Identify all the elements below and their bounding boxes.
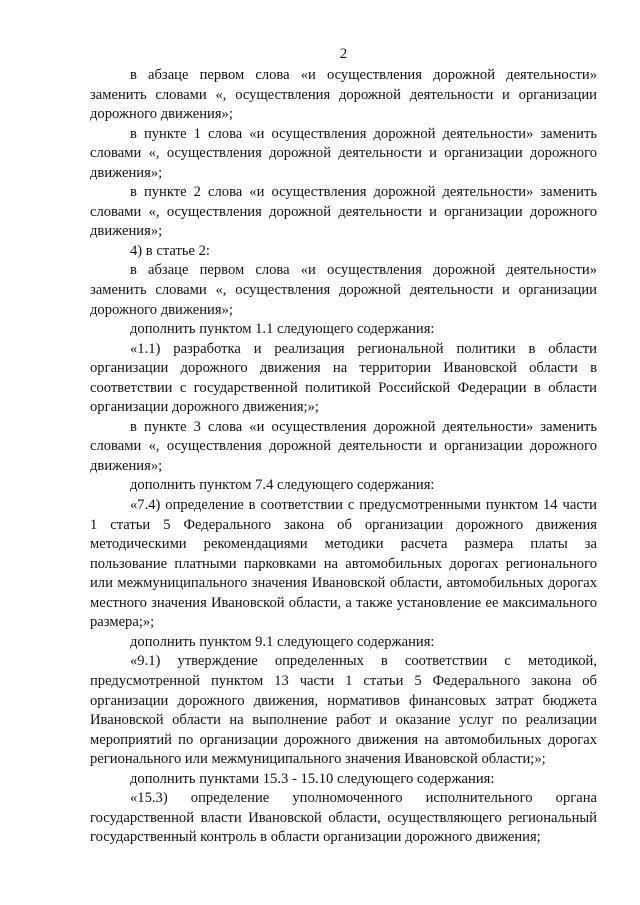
document-body [90,66,597,848]
paragraph-12: «9.1) утверждение определенных в соответствии с методикой, предусмотренной пунктом 13 части 1 статьи 5 Федерального закона об организации дорожного движения, нормативов финансовых затрат бюджета Ивановской области на выполнение работ и оказание услуг по реализации мероприятий по организации дорожного движения на автомобильных дорогах регионального или межмуниципального значения Ивановской области;»; [90,653,597,768]
paragraph-4: 4) в статье 2: [130,242,210,259]
paragraph-1: в абзаце первом слова «и осуществления дорожной деятельности» заменить словами «, осуществления дорожной деятельности и организации дорожного движения»; [90,67,597,123]
paragraph-7: «1.1) разработка и реализация региональной политики в области организации дорожного движения на территории Ивановской области в соответствии с государственной политикой Российской Федерации в области организации дорожного движения;»; [90,340,597,416]
paragraph-8: в пункте 3 слова «и осуществления дорожной деятельности» заменить словами «, осуществления дорожной деятельности и организации дорожного движения»; [90,418,597,474]
paragraph-14: «15.3) определение уполномоченного исполнительного органа государственной власти Ивановской области, осуществляющего региональный государственный контроль в области организации дорожного движения; [90,790,597,846]
paragraph-3: в пункте 2 слова «и осуществления дорожной деятельности» заменить словами «, осуществления дорожной деятельности и организации дорожного движения»; [90,184,597,240]
paragraph-11: дополнить пунктом 9.1 следующего содержания: [130,633,435,650]
page-number: 2 [339,46,348,62]
paragraph-6: дополнить пунктом 1.1 следующего содержания: [130,321,435,338]
paragraph-5: в абзаце первом слова «и осуществления дорожной деятельности» заменить словами «, осуществления дорожной деятельности и организации дорожного движения»; [90,262,597,318]
paragraph-2: в пункте 1 слова «и осуществления дорожной деятельности» заменить словами «, осуществления дорожной деятельности и организации дорожного движения»; [90,125,597,181]
paragraph-10: «7.4) определение в соответствии с предусмотренными пунктом 14 части 1 статьи 5 Федерального закона об организации дорожного движения методическими рекомендациями методики расчета размера платы за пользование платными парковками на автомобильных дорогах регионального или межмуниципального значения Ивановской области, автомобильных дорогах местного значения Ивановской области, а также установление ее максимального размера;»; [90,497,597,631]
paragraph-13: дополнить пунктами 15.3 - 15.10 следующего содержания: [130,770,495,787]
paragraph-9: дополнить пунктом 7.4 следующего содержания: [130,477,435,494]
